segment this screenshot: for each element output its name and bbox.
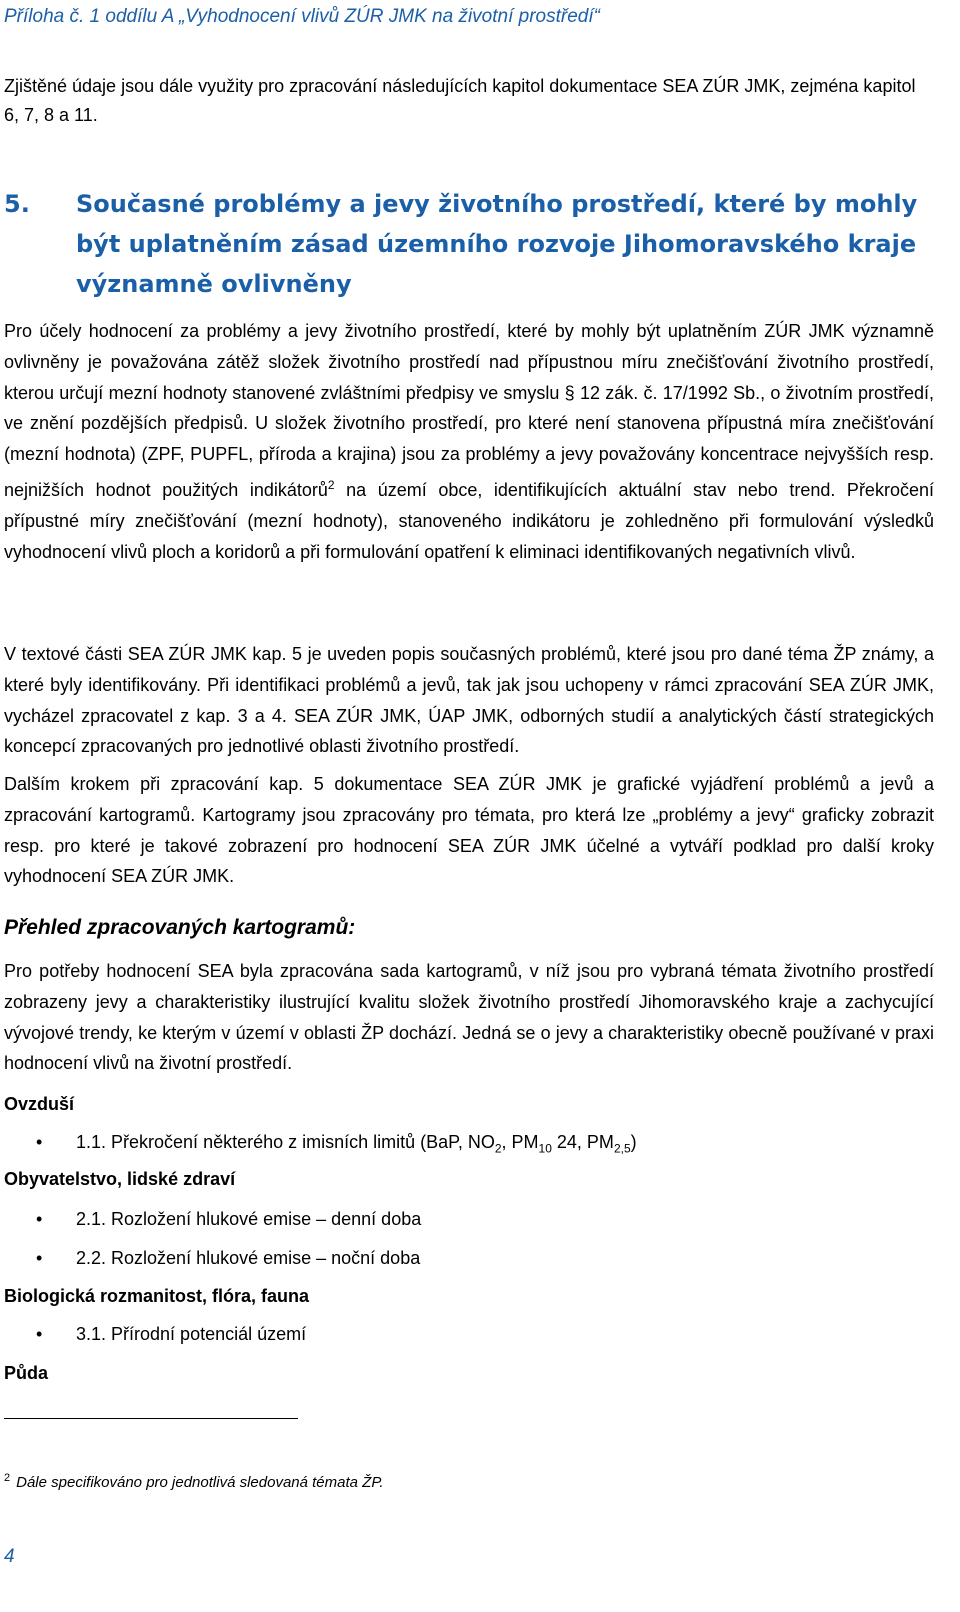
footnote-separator: [4, 1418, 298, 1419]
category-heading-soil: Půda: [4, 1363, 49, 1383]
category-heading-population: Obyvatelstvo, lidské zdraví: [4, 1169, 236, 1189]
paragraph-cartograms-overview: Pro potřeby hodnocení SEA byla zpracována sada kartogramů, v níž jsou pro vybraná témata životního prostředí zobrazeny jevy a charakteristiky ilustrující kvalitu složek životního prostředí Jihomoravského kraje a zachycující vývojové trendy, ke kterým v území v oblasti ŽP dochází. Jedná se o jevy a charakteristiky obecně používané v praxi hodnocení vlivů na životní prostředí.: [4, 961, 934, 1074]
paragraph-problems-definition: [4, 316, 934, 567]
section-title: Současné problémy a jevy životního prostředí, které by mohly být uplatněním zásad územního rozvoje Jihomoravského kraje významně ovlivněny: [76, 190, 918, 298]
list-item: [36, 1209, 421, 1230]
bullet-icon: •: [36, 1248, 43, 1268]
cartograms-overview-heading: Přehled zpracovaných kartogramů:: [4, 916, 356, 939]
paragraph-text-part-description: V textové části SEA ZÚR JMK kap. 5 je uveden popis současných problémů, které jsou pro dané téma ŽP známy, a které byly identifikovány. Při identifikaci problémů a jevů, tak jak jsou uchopeny v rámci zpracování SEA ZÚR JMK, vycházel zpracovatel z kap. 3 a 4. SEA ZÚR JMK, ÚAP JMK, odborných studií a analytických částí strategických koncepcí zpracovaných pro jednotlivé oblasti životního prostředí.: [4, 644, 934, 757]
section-number: 5.: [4, 190, 30, 218]
bullet-icon: •: [36, 1132, 43, 1152]
footnote-reference[interactable]: 2: [327, 477, 335, 492]
list-item-label: 2.2. Rozložení hlukové emise – noční doba: [76, 1248, 421, 1268]
list-item-label: 3.1. Přírodní potenciál území: [76, 1324, 307, 1344]
bullet-icon: •: [36, 1324, 43, 1344]
list-item-label: 2.1. Rozložení hlukové emise – denní doba: [76, 1209, 422, 1229]
category-heading-biodiversity: Biologická rozmanitost, flóra, fauna: [4, 1286, 310, 1306]
footnote: [4, 1472, 384, 1491]
paragraph-cartograms-step: Dalším krokem při zpracování kap. 5 dokumentace SEA ZÚR JMK je grafické vyjádření problémů a jevů a zpracování kartogramů. Kartogramy jsou zpracovány pro témata, pro která lze „problémy a jevy“ graficky zobrazit resp. pro které je takové zobrazení pro hodnocení SEA ZÚR JMK účelné a vytváří podklad pro další kroky vyhodnocení SEA ZÚR JMK.: [4, 774, 934, 887]
intro-paragraph: Zjištěné údaje jsou dále využity pro zpracování následujících kapitol dokumentace SEA ZÚR JMK, zejména kapitol 6, 7, 8 a 11.: [4, 76, 916, 125]
page-number: 4: [4, 1546, 15, 1567]
bullet-icon: •: [36, 1209, 43, 1229]
paragraph-text: Pro účely hodnocení za problémy a jevy životního prostředí, které by mohly být uplatněním ZÚR JMK významně ovlivněny je považována zátěž složek životního prostředí nad přípustnou míru znečišťování životního prostředí, kterou určují mezní hodnoty stanovené zvláštními předpisy ve smyslu § 12 zák. č. 17/1992 Sb., o životním prostředí, ve znění pozdějších předpisů. U složek životního prostředí, pro které není stanovena přípustná míra znečišťování (mezní hodnota) (ZPF, PUPFL, příroda a krajina) jsou za problémy a jevy považovány koncentrace nejvyšších resp. nejnižších hodnot použitých indikátorů: [4, 321, 934, 500]
list-item: • 1.1. Překročení některého z imisních limitů (BaP, $NO_2$, $PM_{10}$ 24, $PM_{2,5}$): [36, 1132, 637, 1156]
running-header: Příloha č. 1 oddílu A „Vyhodnocení vlivů ZÚR JMK na životní prostředí“: [4, 6, 600, 27]
list-item: [36, 1248, 420, 1269]
list-item: [36, 1324, 306, 1345]
paragraph-text: na území obce, identifikujících aktuální stav nebo trend. Překročení přípustné míry znečišťování (mezní hodnoty), stanoveného indikátoru je zohledněno při formulování výsledků vyhodnocení vlivů ploch a koridorů a při formulování opatření k eliminaci identifikovaných negativních vlivů.: [4, 479, 934, 562]
footnote-number: 2: [4, 1472, 11, 1484]
section-heading: [4, 184, 934, 304]
footnote-text: Dále specifikováno pro jednotlivá sledovaná témata ŽP.: [16, 1474, 384, 1491]
category-heading-air: Ovzduší: [4, 1094, 75, 1114]
